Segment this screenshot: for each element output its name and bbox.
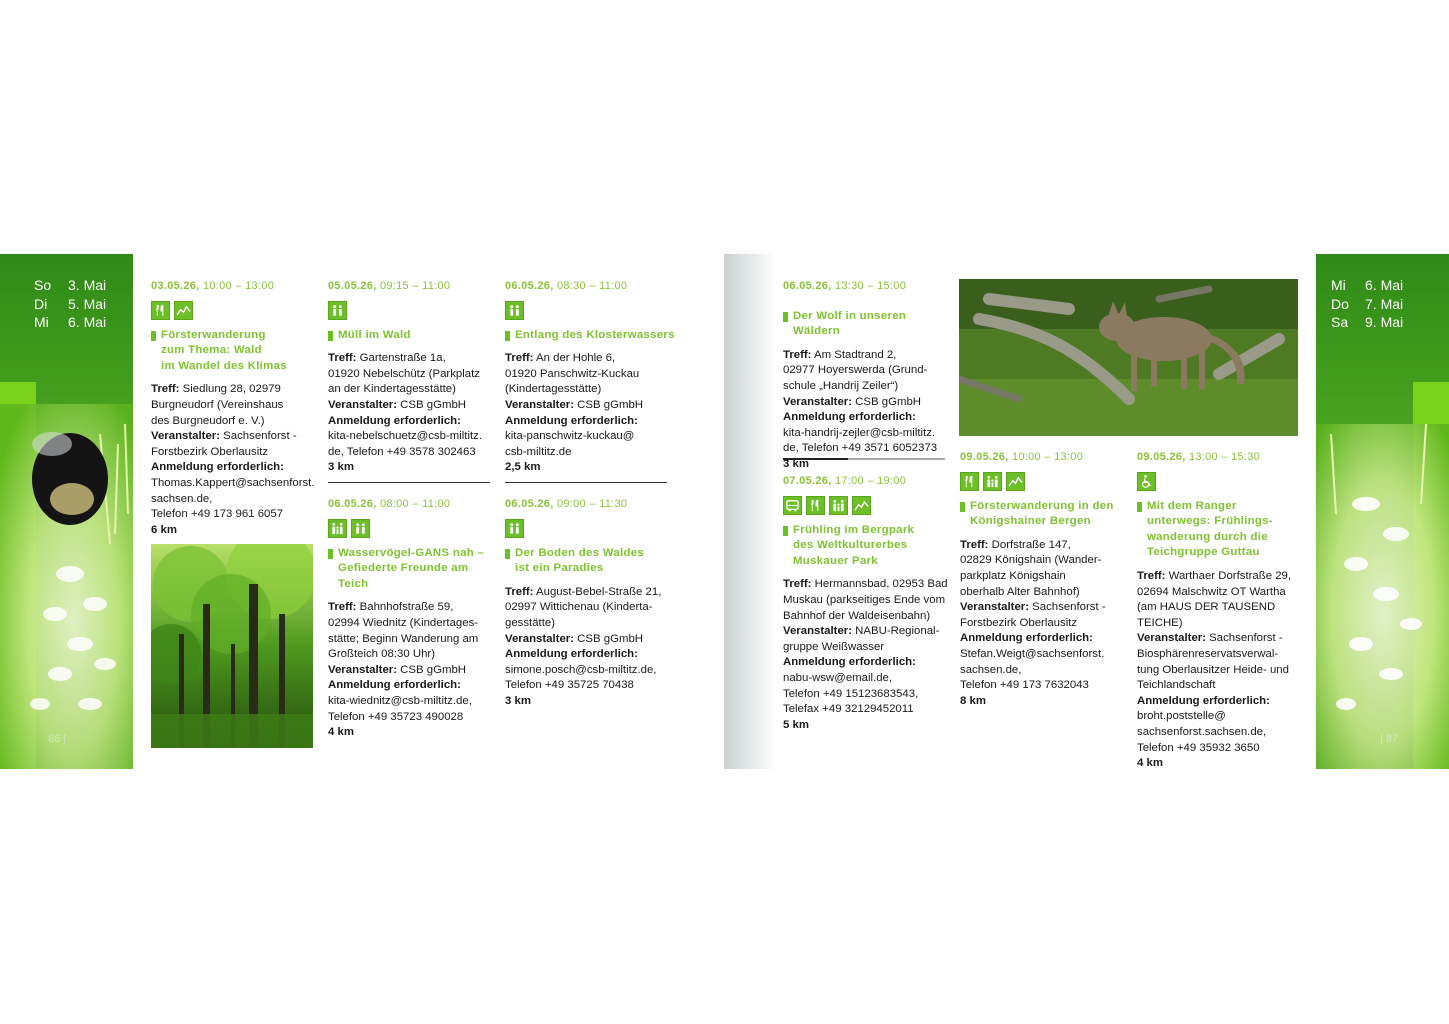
event-card bbox=[783, 474, 953, 733]
event-date bbox=[960, 450, 1130, 466]
event-date-value: 06.05.26, bbox=[505, 498, 554, 510]
separator-line bbox=[505, 482, 667, 483]
date-row bbox=[1331, 276, 1403, 295]
page-number-left: 86 | bbox=[48, 733, 67, 745]
event-time: 13:00 – 15:30 bbox=[1188, 451, 1261, 463]
label-anmeldung: Anmeldung erforderlich: bbox=[1137, 694, 1270, 707]
treff-text: Warthaer Dorfstraße 29, 02694 Malschwitz OT Wartha (am HAUS DER TAUSEND TEICHE) bbox=[1137, 569, 1292, 629]
distance: 3 km bbox=[328, 461, 354, 474]
bus-icon bbox=[783, 496, 802, 515]
day-label: Sa bbox=[1331, 314, 1349, 330]
label-treff: Treff: bbox=[1137, 569, 1166, 582]
page-number-right: | 87 bbox=[1380, 733, 1399, 745]
date-row bbox=[1331, 313, 1403, 332]
treff-text: Gartenstraße 1a, 01920 Nebelschütz (Parkplatz an der Kindertagesstätte) bbox=[328, 352, 480, 396]
event-details bbox=[783, 348, 953, 473]
event-card bbox=[328, 497, 498, 741]
anmeldung-text: broht.poststelle@ sachsenforst.sachsen.de, Telefon +49 35932 3650 bbox=[1137, 710, 1267, 754]
event-date bbox=[505, 497, 675, 513]
page-fold-shadow bbox=[724, 254, 776, 769]
event-details bbox=[505, 585, 675, 710]
event-time: 08:00 – 11:00 bbox=[379, 498, 451, 510]
date-row bbox=[1331, 295, 1403, 314]
label-treff: Treff: bbox=[783, 578, 812, 591]
event-date bbox=[783, 279, 953, 295]
event-title: Försterwanderung in den Königshainer Bergen bbox=[960, 499, 1130, 530]
wolf-photo bbox=[959, 279, 1298, 436]
anmeldung-text: kita-nebelschuetz@csb-miltitz. de, Telefon +49 3578 302463 bbox=[328, 430, 482, 458]
label-veranstalter: Veranstalter: bbox=[505, 398, 575, 411]
date-row bbox=[34, 313, 106, 332]
left-date-list bbox=[34, 276, 106, 332]
event-icon-row bbox=[505, 519, 675, 538]
distance: 6 km bbox=[151, 523, 177, 536]
event-date bbox=[783, 474, 953, 490]
event-details bbox=[783, 577, 953, 733]
hiking-icon bbox=[174, 301, 193, 320]
event-title: Müll im Wald bbox=[328, 328, 498, 344]
bumblebee-flower-image bbox=[0, 404, 133, 769]
treff-text: August-Bebel-Straße 21, 02997 Wittichenau (Kinderta- gesstätte) bbox=[505, 585, 662, 629]
event-title: Der Wolf in unseren Wäldern bbox=[783, 309, 953, 340]
date-row bbox=[34, 295, 106, 314]
separator-line bbox=[328, 482, 490, 483]
event-icon-row bbox=[783, 496, 953, 515]
event-date-value: 05.05.26, bbox=[328, 280, 377, 292]
children-icon bbox=[505, 301, 524, 320]
veranstalter-text: CSB gGmbH bbox=[397, 398, 467, 411]
event-date bbox=[328, 497, 498, 513]
family-icon bbox=[829, 496, 848, 515]
treff-text: Siedlung 28, 02979 Burgneudorf (Vereinshaus des Burgneudorf e. V.) bbox=[151, 383, 284, 427]
event-time: 17:00 – 19:00 bbox=[834, 475, 907, 487]
event-card bbox=[328, 279, 498, 476]
event-details bbox=[1137, 569, 1312, 772]
event-date-value: 06.05.26, bbox=[783, 280, 832, 292]
distance: 3 km bbox=[505, 694, 531, 707]
event-date-value: 07.05.26, bbox=[783, 475, 832, 487]
event-date bbox=[151, 279, 321, 295]
label-anmeldung: Anmeldung erforderlich: bbox=[505, 414, 638, 427]
event-icon-row bbox=[151, 301, 321, 320]
treff-text: Dorfstraße 147, 02829 Königshain (Wander- parkplatz Königshain oberhalb Alter Bahnhof) bbox=[960, 538, 1102, 598]
children-icon bbox=[505, 519, 524, 538]
restaurant-icon bbox=[960, 472, 979, 491]
treff-text: Hermannsbad, 02953 Bad Muskau (parkseitiges Ende vom Bahnhof der Waldeisenbahn) bbox=[783, 578, 948, 622]
veranstalter-text: CSB gGmbH bbox=[852, 395, 922, 408]
veranstalter-text: NABU-Regional- gruppe Weißwasser bbox=[783, 625, 940, 653]
distance: 5 km bbox=[783, 718, 809, 731]
veranstalter-text: Sachsenforst - Forstbezirk Oberlausitz bbox=[960, 601, 1106, 629]
label-anmeldung: Anmeldung erforderlich: bbox=[328, 414, 461, 427]
event-card bbox=[505, 279, 675, 476]
restaurant-icon bbox=[151, 301, 170, 320]
label-anmeldung: Anmeldung erforderlich: bbox=[783, 656, 916, 669]
distance: 2,5 km bbox=[505, 461, 541, 474]
forest-photo bbox=[151, 544, 313, 748]
anmeldung-text: kita-wiednitz@csb-miltitz.de, Telefon +49 35723 490028 bbox=[328, 694, 472, 723]
event-details bbox=[328, 351, 498, 476]
spacer bbox=[783, 295, 953, 309]
day-label: So bbox=[34, 277, 52, 293]
event-title: Frühling im Bergpark des Weltkulturerbes Muskauer Park bbox=[783, 523, 953, 570]
date-label: 5. Mai bbox=[68, 295, 107, 312]
event-date-value: 06.05.26, bbox=[328, 498, 377, 510]
white-flower-image bbox=[1316, 424, 1449, 769]
family-icon bbox=[328, 519, 347, 538]
date-label: 9. Mai bbox=[1365, 314, 1404, 330]
event-date-value: 03.05.26, bbox=[151, 280, 200, 292]
date-row bbox=[34, 276, 106, 295]
event-card bbox=[151, 279, 321, 538]
label-veranstalter: Veranstalter: bbox=[328, 398, 398, 411]
label-veranstalter: Veranstalter: bbox=[960, 601, 1030, 614]
date-label: 6. Mai bbox=[68, 314, 107, 330]
event-details bbox=[960, 538, 1130, 710]
anmeldung-text: simone.posch@csb-miltitz.de, Telefon +49 35725 70438 bbox=[505, 663, 657, 692]
event-title: Entlang des Klosterwassers bbox=[505, 328, 675, 344]
event-details bbox=[505, 351, 675, 476]
right-date-list bbox=[1331, 276, 1403, 332]
label-veranstalter: Veranstalter: bbox=[151, 430, 221, 443]
event-details bbox=[328, 600, 498, 740]
family-icon bbox=[983, 472, 1002, 491]
event-icon-row bbox=[1137, 472, 1312, 491]
veranstalter-text: Sachsenforst - Biosphärenreservatsverwal- tung Oberlausitzer Heide- und Teichlandschaft bbox=[1137, 632, 1289, 692]
event-time: 09:00 – 11:30 bbox=[556, 498, 628, 510]
label-treff: Treff: bbox=[328, 352, 357, 365]
date-label: 3. Mai bbox=[68, 277, 107, 293]
restaurant-icon bbox=[806, 496, 825, 515]
treff-text: Bahnhofstraße 59, 02994 Wiednitz (Kindertages- stätte; Beginn Wanderung am Großteich 08:30 Uhr) bbox=[328, 601, 479, 661]
event-time: 08:30 – 11:00 bbox=[556, 280, 628, 292]
event-date bbox=[328, 279, 498, 295]
event-date-value: 06.05.26, bbox=[505, 280, 554, 292]
hiking-icon bbox=[852, 496, 871, 515]
treff-text: Am Stadtrand 2, 02977 Hoyerswerda (Grund- schule „Handrij Zeiler“) bbox=[783, 348, 928, 392]
event-date bbox=[505, 279, 675, 295]
anmeldung-text: kita-panschwitz-kuckau@ csb-miltitz.de bbox=[505, 430, 635, 458]
veranstalter-text: CSB gGmbH bbox=[397, 663, 467, 676]
day-label: Mi bbox=[34, 314, 49, 330]
label-veranstalter: Veranstalter: bbox=[328, 663, 398, 676]
date-label: 6. Mai bbox=[1365, 277, 1404, 293]
label-veranstalter: Veranstalter: bbox=[783, 625, 853, 638]
event-icon-row bbox=[328, 519, 498, 538]
label-treff: Treff: bbox=[505, 352, 534, 365]
event-time: 10:00 – 13:00 bbox=[202, 280, 275, 292]
distance: 8 km bbox=[960, 694, 986, 707]
treff-text: An der Hohle 6, 01920 Panschwitz-Kuckau (Kindertagesstätte) bbox=[505, 352, 640, 396]
label-treff: Treff: bbox=[783, 348, 812, 361]
event-icon-row bbox=[328, 301, 498, 320]
event-title: Der Boden des Waldes ist ein Paradies bbox=[505, 546, 675, 577]
day-label: Di bbox=[34, 295, 48, 312]
event-icon-row bbox=[505, 301, 675, 320]
label-veranstalter: Veranstalter: bbox=[505, 632, 575, 645]
label-treff: Treff: bbox=[960, 538, 989, 551]
day-label: Do bbox=[1331, 295, 1349, 312]
event-card bbox=[960, 450, 1130, 709]
event-date-value: 09.05.26, bbox=[960, 451, 1009, 463]
label-anmeldung: Anmeldung erforderlich: bbox=[151, 461, 284, 474]
event-details bbox=[151, 382, 321, 538]
label-veranstalter: Veranstalter: bbox=[783, 395, 853, 408]
day-label: Mi bbox=[1331, 277, 1346, 293]
label-treff: Treff: bbox=[328, 601, 357, 614]
veranstalter-text: CSB gGmbH bbox=[574, 632, 644, 645]
date-label: 7. Mai bbox=[1365, 295, 1404, 312]
label-veranstalter: Veranstalter: bbox=[1137, 632, 1207, 645]
anmeldung-text: Stefan.Weigt@sachsenforst. sachsen.de, Telefon +49 173 7632043 bbox=[960, 647, 1105, 692]
anmeldung-text: nabu-wsw@email.de, Telefon +49 15123683543, Telefax +49 32129452011 bbox=[783, 671, 919, 716]
anmeldung-text: kita-handrij-zejler@csb-miltitz. de, Telefon +49 3571 6052373 bbox=[783, 426, 938, 455]
event-icon-row bbox=[960, 472, 1130, 491]
hiking-icon bbox=[1006, 472, 1025, 491]
anmeldung-text: Thomas.Kappert@sachsenforst. sachsen.de, Telefon +49 173 961 6057 bbox=[151, 476, 315, 521]
distance: 3 km bbox=[783, 457, 809, 470]
event-time: 09:15 – 11:00 bbox=[379, 280, 451, 292]
veranstalter-text: CSB gGmbH bbox=[574, 398, 644, 411]
event-date bbox=[1137, 450, 1312, 466]
event-time: 10:00 – 13:00 bbox=[1011, 451, 1084, 463]
event-title: Mit dem Ranger unterwegs: Frühlings- wanderung durch die Teichgruppe Guttau bbox=[1137, 499, 1312, 561]
event-title: Försterwanderung zum Thema: Wald im Wandel des Klimas bbox=[151, 328, 321, 375]
event-date-value: 09.05.26, bbox=[1137, 451, 1186, 463]
label-treff: Treff: bbox=[151, 383, 180, 396]
children-icon bbox=[351, 519, 370, 538]
event-card bbox=[505, 497, 675, 710]
label-treff: Treff: bbox=[505, 585, 534, 598]
distance: 4 km bbox=[1137, 757, 1163, 770]
event-title: Wasservögel-GANS nah – Gefiederte Freunde am Teich bbox=[328, 546, 498, 593]
label-anmeldung: Anmeldung erforderlich: bbox=[960, 632, 1093, 645]
label-anmeldung: Anmeldung erforderlich: bbox=[505, 648, 638, 661]
children-icon bbox=[328, 301, 347, 320]
veranstalter-text: Sachsenforst - Forstbezirk Oberlausitz bbox=[151, 430, 297, 458]
wheelchair-icon bbox=[1137, 472, 1156, 491]
distance: 4 km bbox=[328, 726, 354, 739]
label-anmeldung: Anmeldung erforderlich: bbox=[328, 679, 461, 692]
label-anmeldung: Anmeldung erforderlich: bbox=[783, 411, 916, 424]
event-card bbox=[783, 279, 953, 473]
event-card bbox=[1137, 450, 1312, 772]
event-time: 13:30 – 15:00 bbox=[834, 280, 907, 292]
